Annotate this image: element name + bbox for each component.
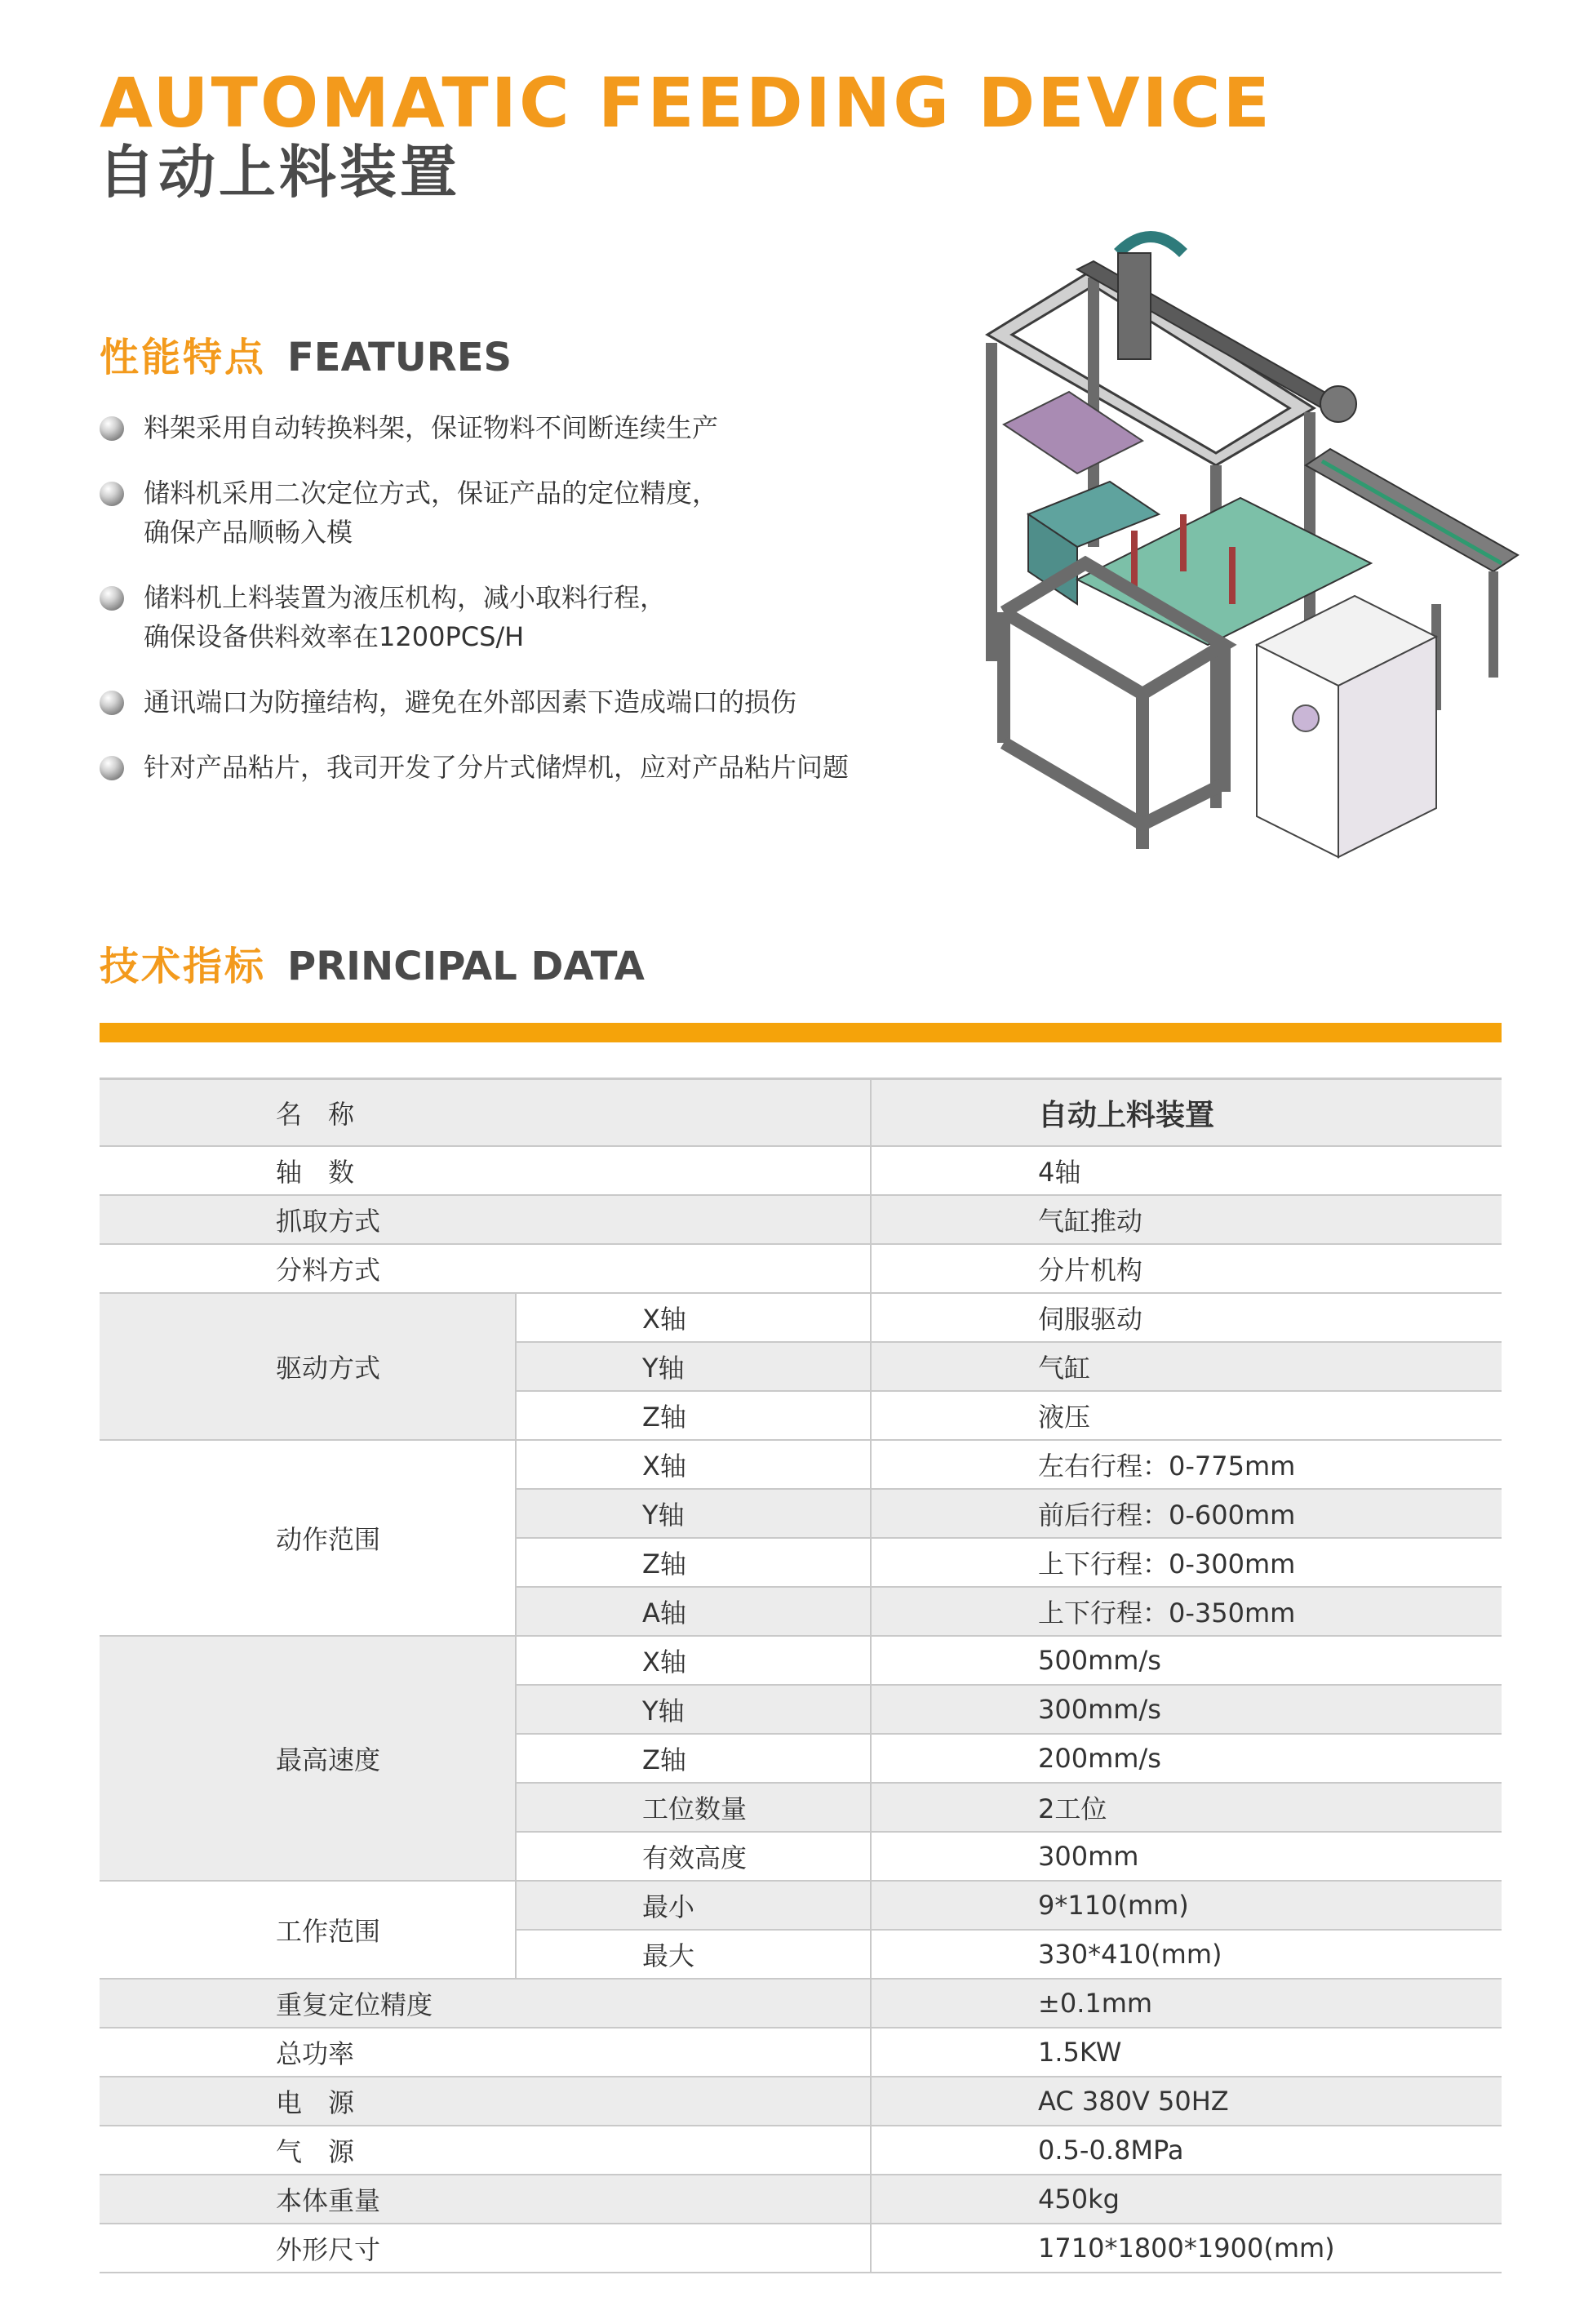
group-label: 最高速度 <box>100 1636 516 1881</box>
machine-illustration <box>979 220 1551 873</box>
feature-line: 确保设备供料效率在1200PCS/H <box>144 621 525 652</box>
row-value: 伺服驱动 <box>871 1293 1502 1342</box>
table-row <box>100 2126 1502 2175</box>
group-label: 驱动方式 <box>100 1293 516 1440</box>
row-sub-label: 有效高度 <box>516 1832 871 1881</box>
section-divider-bar <box>100 1023 1502 1042</box>
feature-item <box>100 682 965 722</box>
table-row <box>100 1244 1502 1293</box>
principal-data-heading-en: PRINCIPAL DATA <box>287 944 645 989</box>
row-value: ±0.1mm <box>871 1979 1502 2028</box>
feature-item <box>100 748 965 787</box>
table-header-value: 自动上料装置 <box>871 1079 1502 1147</box>
row-value: 上下行程：0-350mm <box>871 1587 1502 1636</box>
features-heading-en: FEATURES <box>287 335 512 380</box>
row-value: 300mm/s <box>871 1685 1502 1734</box>
row-value: 9*110(mm) <box>871 1881 1502 1930</box>
bullet-icon <box>100 756 124 780</box>
row-sub-label: Z轴 <box>516 1538 871 1587</box>
row-value: 上下行程：0-300mm <box>871 1538 1502 1587</box>
principal-data-heading-cn: 技术指标 <box>100 944 267 989</box>
bullet-icon <box>100 586 124 611</box>
row-sub-label: X轴 <box>516 1293 871 1342</box>
row-value: 1710*1800*1900(mm) <box>871 2224 1502 2273</box>
row-label: 外形尺寸 <box>100 2224 871 2273</box>
row-sub-label: Y轴 <box>516 1342 871 1391</box>
table-row <box>100 2224 1502 2273</box>
table-row <box>100 1440 1502 1489</box>
table-header-label: 名 称 <box>100 1079 871 1147</box>
row-sub-label: 最大 <box>516 1930 871 1979</box>
table-row <box>100 1146 1502 1195</box>
row-sub-label: Z轴 <box>516 1734 871 1783</box>
row-label: 总功率 <box>100 2028 871 2077</box>
row-sub-label: A轴 <box>516 1587 871 1636</box>
row-value: 前后行程：0-600mm <box>871 1489 1502 1538</box>
features-heading-cn: 性能特点 <box>100 335 267 380</box>
row-value: 4轴 <box>871 1146 1502 1195</box>
row-sub-label: Z轴 <box>516 1391 871 1440</box>
row-label: 本体重量 <box>100 2175 871 2224</box>
row-label: 电 源 <box>100 2077 871 2126</box>
row-label: 抓取方式 <box>100 1195 871 1244</box>
feature-line: 通讯端口为防撞结构，避免在外部因素下造成端口的损伤 <box>144 687 797 718</box>
feature-item <box>100 578 965 656</box>
row-value: 0.5-0.8MPa <box>871 2126 1502 2175</box>
row-label: 轴 数 <box>100 1146 871 1195</box>
spec-table <box>100 1078 1502 2273</box>
row-value: 2工位 <box>871 1783 1502 1832</box>
row-sub-label: Y轴 <box>516 1685 871 1734</box>
row-label: 气 源 <box>100 2126 871 2175</box>
features-heading <box>100 335 512 380</box>
table-row <box>100 2028 1502 2077</box>
row-label: 分料方式 <box>100 1244 871 1293</box>
row-value: 左右行程：0-775mm <box>871 1440 1502 1489</box>
bullet-icon <box>100 482 124 506</box>
row-value: AC 380V 50HZ <box>871 2077 1502 2126</box>
page-title-english: AUTOMATIC FEEDING DEVICE <box>100 63 1272 143</box>
feature-item <box>100 473 965 552</box>
row-sub-label: 工位数量 <box>516 1783 871 1832</box>
row-value: 分片机构 <box>871 1244 1502 1293</box>
row-sub-label: 最小 <box>516 1881 871 1930</box>
row-value: 450kg <box>871 2175 1502 2224</box>
table-row <box>100 1195 1502 1244</box>
row-value: 300mm <box>871 1832 1502 1881</box>
group-label: 动作范围 <box>100 1440 516 1636</box>
table-row <box>100 1293 1502 1342</box>
table-header-row <box>100 1079 1502 1147</box>
table-row <box>100 2175 1502 2224</box>
page-title-chinese: 自动上料装置 <box>98 139 460 206</box>
features-list <box>100 408 965 813</box>
feature-item <box>100 408 965 447</box>
row-value: 1.5KW <box>871 2028 1502 2077</box>
group-label: 工作范围 <box>100 1881 516 1979</box>
row-value: 200mm/s <box>871 1734 1502 1783</box>
row-value: 气缸推动 <box>871 1195 1502 1244</box>
row-value: 气缸 <box>871 1342 1502 1391</box>
feature-line: 储料机采用二次定位方式，保证产品的定位精度， <box>144 478 719 509</box>
row-value: 500mm/s <box>871 1636 1502 1685</box>
table-row <box>100 1979 1502 2028</box>
row-value: 液压 <box>871 1391 1502 1440</box>
feature-line: 确保产品顺畅入模 <box>144 517 353 548</box>
table-row <box>100 2077 1502 2126</box>
bullet-icon <box>100 691 124 715</box>
bullet-icon <box>100 416 124 441</box>
row-sub-label: X轴 <box>516 1440 871 1489</box>
table-row <box>100 1881 1502 1930</box>
table-row <box>100 1636 1502 1685</box>
row-label: 重复定位精度 <box>100 1979 871 2028</box>
principal-data-heading <box>100 944 645 989</box>
feature-line: 料架采用自动转换料架，保证物料不间断连续生产 <box>144 412 719 443</box>
row-sub-label: Y轴 <box>516 1489 871 1538</box>
feature-line: 针对产品粘片，我司开发了分片式储焊机，应对产品粘片问题 <box>144 752 850 783</box>
feature-line: 储料机上料装置为液压机构，减小取料行程， <box>144 582 667 613</box>
row-sub-label: X轴 <box>516 1636 871 1685</box>
row-value: 330*410(mm) <box>871 1930 1502 1979</box>
